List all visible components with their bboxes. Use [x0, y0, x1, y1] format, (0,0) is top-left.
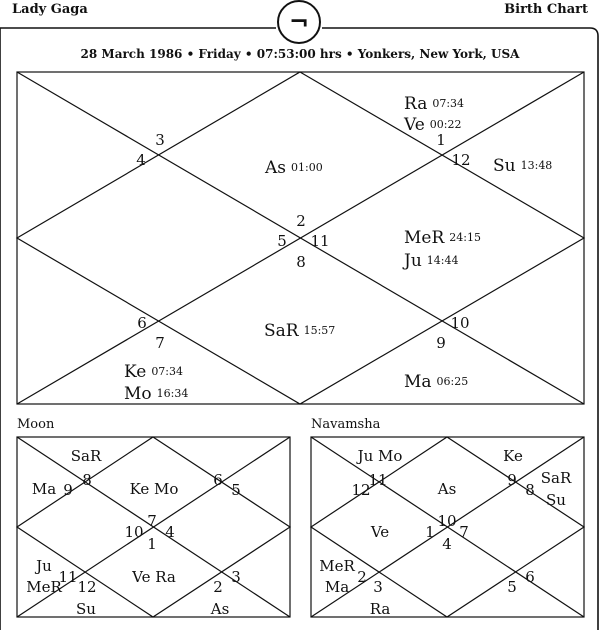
house-number: 6: [137, 314, 147, 332]
planet-degree: 13:48: [520, 159, 553, 172]
house-number: 3: [373, 578, 383, 596]
house-number: 4: [442, 535, 452, 553]
planet-position: [264, 321, 335, 341]
house-number: 7: [459, 523, 469, 541]
house-number: 1: [425, 523, 435, 541]
planet-name: MeR: [26, 578, 62, 596]
main-chart-grid: [17, 72, 584, 404]
house-number: 8: [296, 253, 306, 271]
house-number: 3: [155, 131, 165, 149]
planet-degree: 16:34: [156, 387, 189, 400]
planet-name: Ve: [370, 523, 390, 541]
planet-position: [493, 156, 552, 176]
planet-position: [124, 362, 183, 382]
house-number: 5: [277, 232, 287, 250]
planet-name: Ju: [36, 557, 52, 575]
planet-name: SaR: [540, 469, 572, 487]
navamsha-chart-labels: [319, 447, 572, 618]
birth-details: 28 March 1986 • Friday • 07:53:00 hrs • Yonkers, New York, USA: [80, 47, 520, 61]
planet-degree: 01:00: [291, 161, 323, 174]
house-number: 12: [77, 578, 97, 596]
planet-name: Ra: [369, 600, 391, 618]
planet-name: Ke Mo: [129, 480, 179, 498]
planet-position: [402, 251, 458, 271]
house-number: 3: [231, 568, 241, 586]
planet-degree: 00:22: [429, 118, 462, 131]
house-number: 11: [58, 568, 78, 586]
house-number: 8: [82, 471, 92, 489]
house-number: 11: [368, 471, 388, 489]
emblem-icon: ¬: [277, 0, 321, 44]
chart-title: Birth Chart: [504, 2, 588, 17]
house-number: 6: [525, 568, 535, 586]
page-border: [0, 28, 598, 630]
planet-name: MeR: [319, 557, 355, 575]
planet-name: Ke: [124, 361, 147, 382]
planet-name: Ve Ra: [132, 568, 176, 586]
planet-name: Ve: [404, 114, 425, 135]
planet-degree: 07:34: [432, 97, 465, 110]
moon-chart-label: Moon: [17, 417, 55, 432]
planet-name: As: [265, 157, 287, 178]
planet-name: Ke: [503, 447, 523, 465]
planet-name: As: [437, 480, 457, 498]
moon-chart-labels: [26, 447, 241, 618]
house-number: 12: [451, 151, 471, 169]
house-number: 1: [147, 535, 157, 553]
planet-name: Ju: [404, 250, 422, 271]
planet-name: Su: [546, 491, 566, 509]
house-number: 4: [165, 523, 175, 541]
planet-position: [404, 372, 468, 392]
house-number: 1: [436, 131, 446, 149]
planet-name: Ju Mo: [357, 447, 403, 465]
planet-position: [264, 158, 323, 178]
planet-position: [404, 94, 464, 114]
planet-name: Su: [493, 155, 516, 176]
planet-name: Ra: [404, 93, 428, 114]
house-number: 10: [437, 512, 457, 530]
planet-position: [124, 384, 188, 404]
house-number: 7: [147, 512, 157, 530]
planet-position: [403, 115, 461, 135]
house-number: 10: [124, 523, 144, 541]
planet-degree: 06:25: [436, 375, 469, 388]
planet-degree: 15:57: [303, 324, 336, 337]
house-number: 9: [63, 481, 73, 499]
main-chart-labels: [124, 94, 552, 404]
house-number: 5: [507, 578, 517, 596]
planet-name: Ma: [404, 371, 432, 392]
planet-name: SaR: [70, 447, 102, 465]
house-number: 5: [231, 481, 241, 499]
house-number: 12: [351, 481, 371, 499]
planet-name: SaR: [264, 320, 299, 341]
planet-degree: 14:44: [426, 254, 459, 267]
person-name: Lady Gaga: [12, 2, 88, 17]
planet-position: [404, 228, 481, 248]
planet-name: MeR: [404, 227, 445, 248]
navamsha-chart-label: Navamsha: [311, 417, 381, 432]
house-number: 11: [310, 232, 330, 250]
planet-name: Su: [76, 600, 96, 618]
house-number: 9: [436, 334, 446, 352]
house-number: 2: [357, 568, 367, 586]
house-number: 6: [213, 471, 223, 489]
house-number: 2: [213, 578, 223, 596]
house-number: 10: [450, 314, 470, 332]
house-number: 9: [507, 471, 517, 489]
planet-degree: 07:34: [151, 365, 184, 378]
house-number: 7: [155, 334, 165, 352]
planet-name: Ma: [324, 578, 350, 596]
house-number: 2: [296, 212, 306, 230]
planet-name: As: [210, 600, 230, 618]
house-number: 8: [525, 481, 535, 499]
planet-name: Mo: [124, 383, 152, 404]
planet-name: Ma: [31, 480, 57, 498]
planet-degree: 24:15: [449, 231, 481, 244]
house-number: 4: [136, 151, 146, 169]
